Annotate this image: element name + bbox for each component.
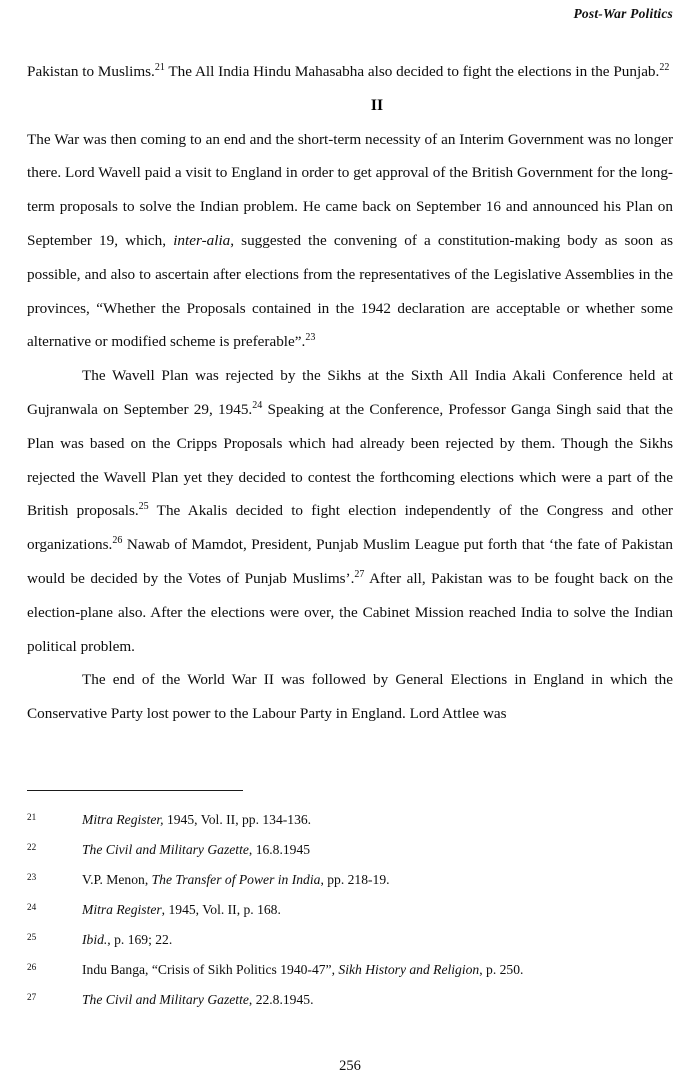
text-run: , 16.8.1945 xyxy=(248,842,311,857)
footnote-separator-rule xyxy=(27,790,243,791)
text-run: Pakistan to Muslims. xyxy=(27,63,155,80)
text-run: V.P. Menon, xyxy=(82,872,152,887)
paragraph xyxy=(27,123,673,360)
footnote-text xyxy=(82,895,673,925)
italic-run: The Civil and Military Gazette xyxy=(82,992,249,1007)
text-run: , 22.8.1945. xyxy=(248,992,314,1007)
footnote-item xyxy=(27,865,673,895)
body-text-column xyxy=(27,55,673,731)
text-run: Speaking at the Conference, Professor Ganga Singh said that the Plan was based on the Cripps Proposals which had already been rejected by them. Though the Sikhs rejected the Wavell Plan yet they decided to contest the forthcoming elections which were a part of the British proposals. xyxy=(27,400,673,520)
text-run: Nawab of Mamdot, President, Punjab Muslim League put forth that ‘the fate of Pakistan would be decided by the Votes of Punjab Muslims’. xyxy=(27,536,673,587)
italic-run: The Civil and Military Gazette xyxy=(82,842,249,857)
footnote-list xyxy=(27,805,673,1015)
footnote-text xyxy=(82,835,673,865)
footnote-text xyxy=(82,865,673,895)
footnote-item xyxy=(27,805,673,835)
footnote-reference[interactable]: 24 xyxy=(252,399,263,411)
text-run: After all, Pakistan was to be fought back on the election-plane also. After the elections were over, the Cabinet Mission reached India to solve the Indian political problem. xyxy=(27,569,673,655)
italic-run: Mitra Register, xyxy=(82,812,164,827)
text-run: The All India Hindu Mahasabha also decided to fight the elections in the Punjab. xyxy=(164,63,660,80)
paragraph xyxy=(27,359,673,663)
text-run: , suggested the convening of a constitution-making body as soon as possible, and also to ascertain after elections from the representatives of the Legislative Assemblies in the provinces, “Whether the Proposals contained in the 1942 declaration are acceptable or whether some alternative or modified scheme is preferable”. xyxy=(27,231,673,351)
footnote-reference[interactable]: 23 xyxy=(305,332,316,344)
footnote-reference[interactable]: 22 xyxy=(659,61,670,73)
italic-run: inter-alia xyxy=(173,231,231,249)
italic-run: Ibid. xyxy=(82,932,108,947)
footnote-number[interactable]: 23 xyxy=(27,872,37,882)
footnote-reference[interactable]: 27 xyxy=(354,568,365,580)
text-run: The Wavell Plan was rejected by the Sikhs at the Sixth All India Akali Conference held at Gujranwala on September 29, 1945. xyxy=(27,367,673,418)
text-run: The Akalis decided to fight election independently of the Congress and other organizations. xyxy=(27,502,673,554)
text-run: , p. 250. xyxy=(479,962,524,977)
text-run: Indu Banga, “Crisis of Sikh Politics 1940-47”, xyxy=(82,962,339,977)
footnote-text xyxy=(82,985,673,1015)
footnote-item xyxy=(27,925,673,955)
page-number: 256 xyxy=(339,1058,361,1074)
section-heading: II xyxy=(370,96,384,114)
footnote-item xyxy=(27,895,673,925)
paragraph xyxy=(27,55,673,89)
footnote-number[interactable]: 26 xyxy=(27,962,37,972)
footnote-number[interactable]: 22 xyxy=(27,842,37,852)
italic-run: The Transfer of Power in India xyxy=(151,872,321,887)
text-run: 1945, Vol. II, pp. 134-136. xyxy=(163,812,312,827)
footnote-number[interactable]: 24 xyxy=(27,902,37,912)
paragraph xyxy=(27,663,673,731)
text-run: , p. 169; 22. xyxy=(107,932,173,947)
footnote-text xyxy=(82,925,673,955)
footnote-number[interactable]: 21 xyxy=(27,812,37,822)
text-run: The end of the World War II was followed by General Elections in England in which the Conservative Party lost power to the Labour Party in England. Lord Attlee was xyxy=(27,671,673,723)
footnote-number[interactable]: 27 xyxy=(27,992,37,1002)
text-run: The War was then coming to an end and the short-term necessity of an Interim Government was no longer there. Lord Wavell paid a visit to England in order to get approval of the British Government for the long-term proposals to solve the Indian problem. He came back on September 16 and announced his Plan on September 19, which, xyxy=(27,130,673,249)
footnote-item xyxy=(27,985,673,1015)
running-head: Post-War Politics xyxy=(573,6,673,21)
italic-run: Mitra Register xyxy=(82,902,162,917)
footnote-text xyxy=(82,955,673,985)
footnote-text xyxy=(82,805,673,835)
footnote-item xyxy=(27,835,673,865)
footnote-item xyxy=(27,955,673,985)
text-run: , pp. 218-19. xyxy=(320,872,390,887)
italic-run: Sikh History and Religion xyxy=(338,962,480,977)
footnote-section xyxy=(27,790,673,1015)
footnote-number[interactable]: 25 xyxy=(27,932,37,942)
footnote-reference[interactable]: 26 xyxy=(112,535,123,547)
footnote-reference[interactable]: 21 xyxy=(154,61,165,73)
footnote-reference[interactable]: 25 xyxy=(138,501,149,513)
text-run: , 1945, Vol. II, p. 168. xyxy=(161,902,281,917)
